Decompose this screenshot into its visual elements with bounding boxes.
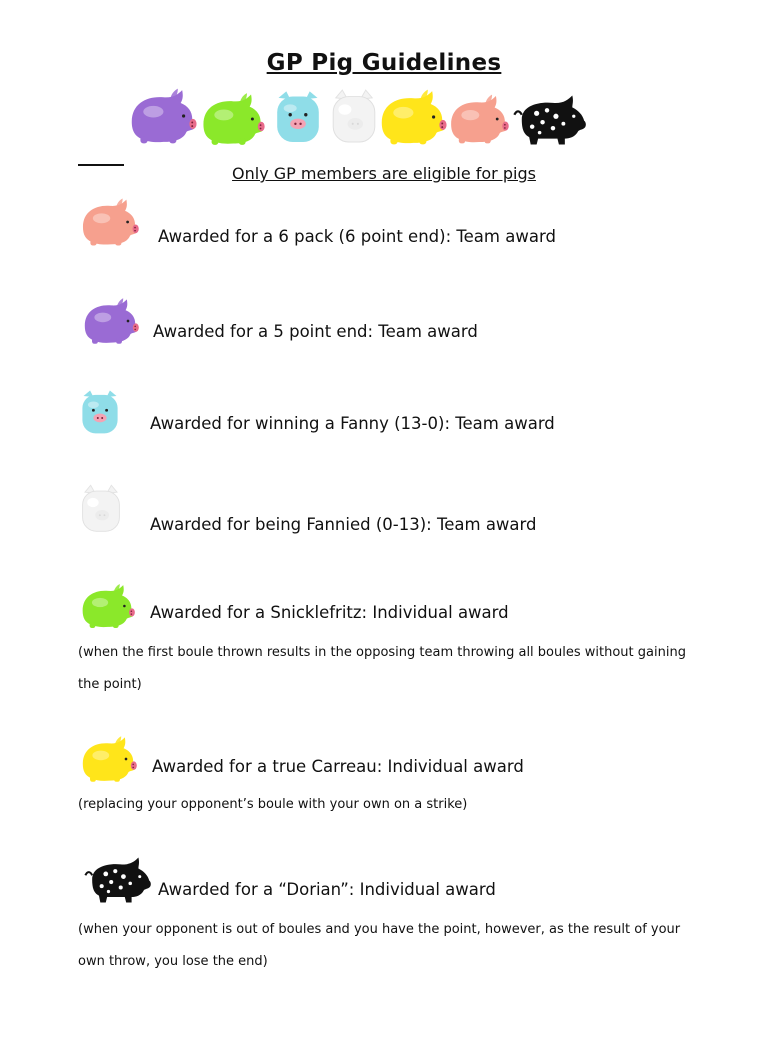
purple-pig-icon (80, 292, 140, 350)
award-true-carreau: Awarded for a true Carreau: Individual award (152, 757, 524, 776)
white-pig-icon (78, 480, 124, 540)
white-pig-icon (328, 86, 380, 150)
eligibility-subtitle: Only GP members are eligible for pigs (232, 164, 536, 183)
pink-pig-icon (78, 192, 140, 252)
black-spotted-pig-icon (512, 94, 588, 146)
green-pig-icon (78, 580, 136, 632)
note-snicklefritz: (when the first boule thrown results in the opposing team throwing all boules without gaining the point) (78, 645, 686, 692)
award-winning-fanny: Awarded for winning a Fanny (13-0): Team award (150, 414, 555, 433)
page-title: GP Pig Guidelines (266, 50, 502, 76)
award-being-fannied: Awarded for being Fannied (0-13): Team award (150, 515, 537, 534)
award-six-pack: Awarded for a 6 pack (6 point end): Team award (158, 227, 556, 246)
award-snicklefritz: Awarded for a Snicklefritz: Individual award (150, 603, 509, 622)
purple-pig-icon (126, 86, 198, 146)
blue-pig-icon (78, 386, 122, 440)
pink-pig-icon (446, 88, 510, 150)
note-dorian: (when your opponent is out of boules and you have the point, however, as the result of your own throw, you lose the end) (78, 922, 681, 969)
award-dorian: Awarded for a “Dorian”: Individual award (158, 880, 496, 899)
award-five-point: Awarded for a 5 point end: Team award (153, 322, 478, 341)
header-pig-row (126, 84, 596, 154)
black-spotted-pig-icon (84, 856, 152, 904)
yellow-pig-icon (78, 732, 138, 786)
yellow-pig-icon (376, 88, 448, 146)
green-pig-icon (198, 90, 266, 148)
blue-pig-icon (272, 86, 324, 150)
note-true-carreau: (replacing your opponent’s boule with your own on a strike) (78, 797, 468, 812)
